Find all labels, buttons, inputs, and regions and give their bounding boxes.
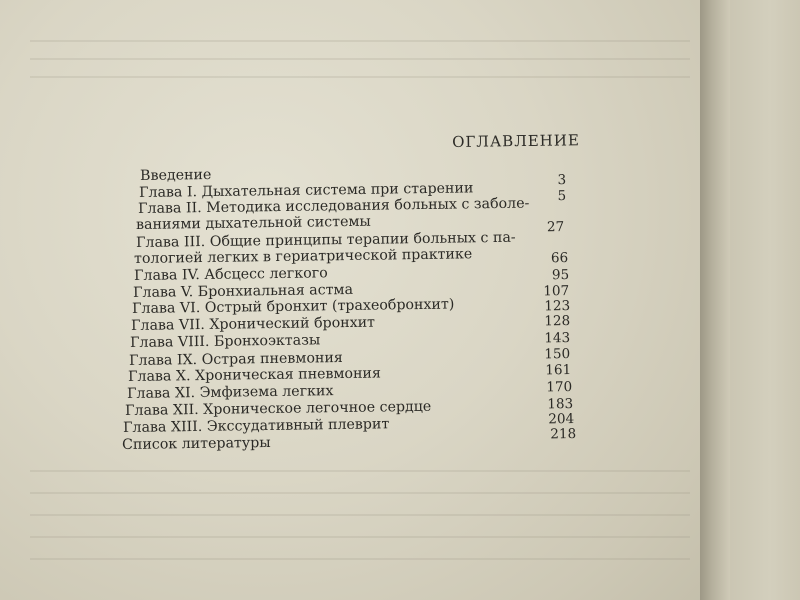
toc-entry-title: Список литературы [122, 434, 271, 453]
toc-entry-page: 3 [557, 172, 567, 189]
toc-entry-page: 123 [544, 298, 571, 315]
toc-entry-page: 128 [544, 313, 571, 330]
toc-entry-page: 170 [546, 379, 573, 396]
toc-entry-title: Глава VI. Острый бронхит (трахеобронхит) [132, 296, 455, 317]
toc-entry-page: 218 [550, 426, 577, 443]
toc-entry-page: 150 [544, 346, 571, 363]
toc-entry-page: 183 [547, 396, 574, 413]
toc-entry-title: Глава IX. Острая пневмония [129, 350, 343, 369]
toc-entry-title: Глава I. Дыхательная система при старении [139, 180, 474, 201]
toc-entry-title: Глава VII. Хронический бронхит [131, 314, 376, 334]
toc-entry-page: 107 [543, 283, 570, 300]
toc-entry-title: Глава II. Методика исследования больных с заболе- [138, 195, 530, 217]
toc-entry-title: Глава X. Хроническая пневмония [128, 365, 382, 385]
toc-entry-page: 161 [545, 362, 572, 379]
toc-heading: ОГЛАВЛЕНИЕ [452, 131, 580, 151]
toc-entry-page: 66 [550, 250, 569, 267]
toc-entry-title-continued: ваниями дыхательной системы [136, 213, 371, 233]
toc-entry-page: 27 [546, 219, 565, 236]
toc-entry-title: Глава V. Бронхиальная астма [133, 281, 354, 301]
toc-entry-title: Глава IV. Абсцесс легкого [134, 265, 328, 284]
toc-entry-page: 95 [551, 267, 570, 284]
toc-entry-page: 5 [557, 188, 567, 205]
toc-entry-title: Глава XI. Эмфизема легких [127, 383, 334, 402]
toc-entry-title: Глава XIII. Экссудативный плеврит [123, 416, 390, 436]
toc-entry-title: Глава III. Общие принципы терапии больных с па- [136, 229, 516, 251]
toc-entry-title-continued: тологией легких в гериатрической практике [134, 246, 473, 267]
toc-entry-page: 204 [548, 411, 575, 428]
toc-entry-title: Глава VIII. Бронхоэктазы [130, 332, 321, 351]
toc-entry-title: Глава XII. Хроническое легочное сердце [125, 398, 432, 419]
toc-entry-title: Введение [140, 167, 212, 184]
toc-entry-page: 143 [544, 330, 571, 347]
